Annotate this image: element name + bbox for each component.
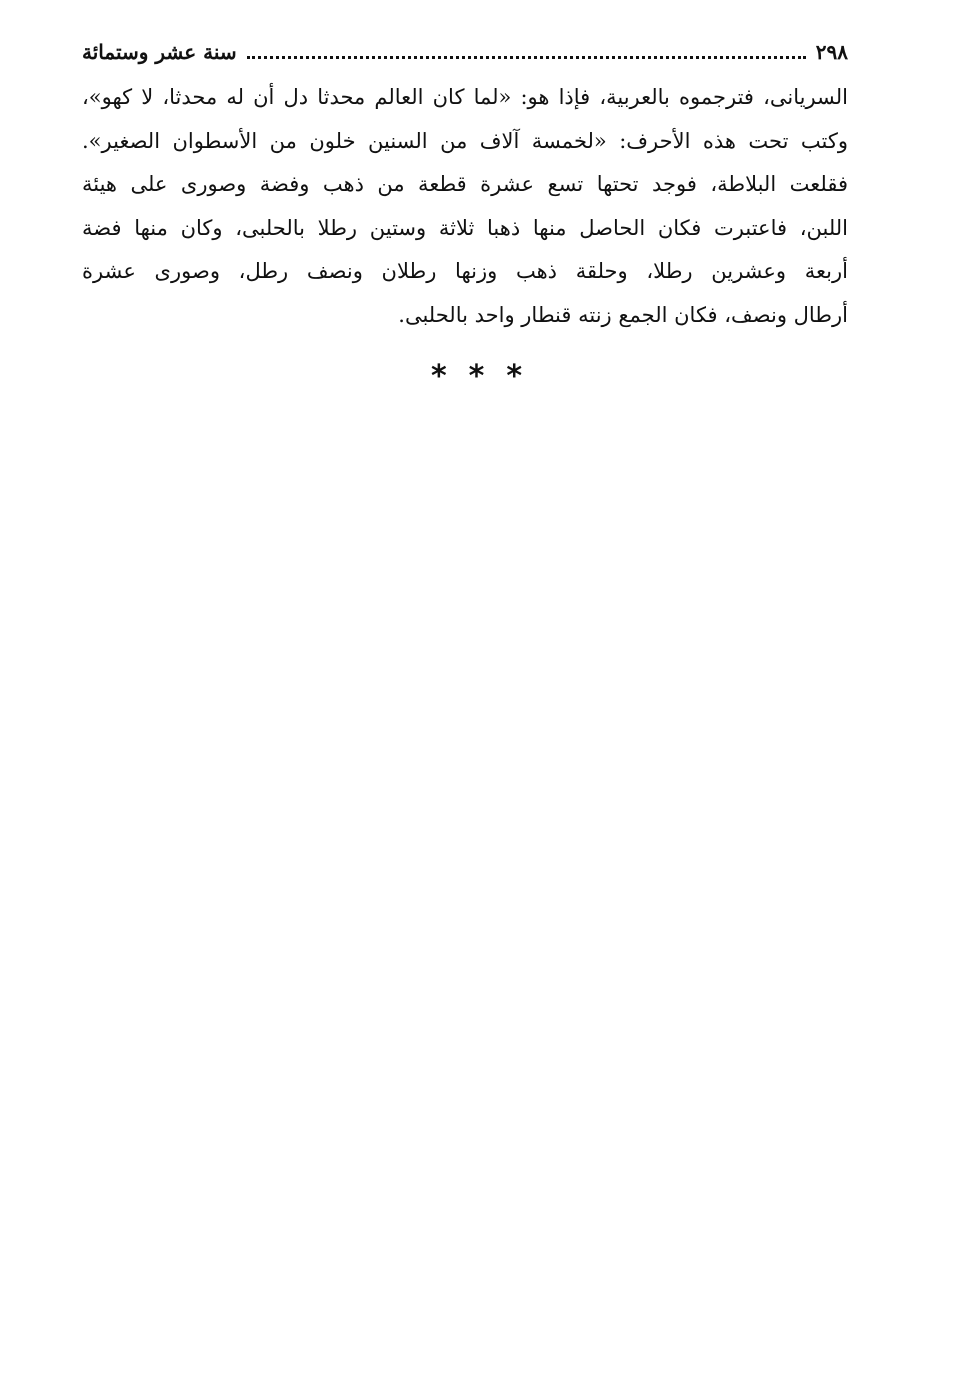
page-number: ٢٩٨ (815, 40, 848, 64)
body-paragraph (82, 76, 848, 337)
text-line: أربعة وعشرين رطلا، وحلقة ذهب وزنها رطلان ونصف رطل، وصورى عشرة (82, 259, 848, 283)
page-header (82, 34, 848, 66)
section-break-asterisks: *** (430, 359, 545, 394)
header-leader-dots (247, 56, 806, 59)
text-line: فقلعت البلاطة، فوجد تحتها تسع عشرة قطعة من ذهب وفضة وصورى على هيئة (82, 172, 848, 196)
text-line: اللبن، فاعتبرت فكان الحاصل منها ذهبا ثلاثة وستين رطلا بالحلبى، وكان منها فضة (82, 215, 848, 240)
text-line: وكتب تحت هذه الأحرف: «لخمسة آلاف من السنين خلون من الأسطوان الصغير». (82, 128, 848, 153)
running-head: سنة عشر وستمائة (82, 40, 237, 64)
text-line: أرطال ونصف، فكان الجمع زنته قنطار واحد بالحلبى. (398, 302, 848, 327)
text-line: السريانى، فترجموه بالعربية، فإذا هو: «لما كان العالم محدثا دل أن له محدثا، لا كهو»، (82, 85, 848, 109)
